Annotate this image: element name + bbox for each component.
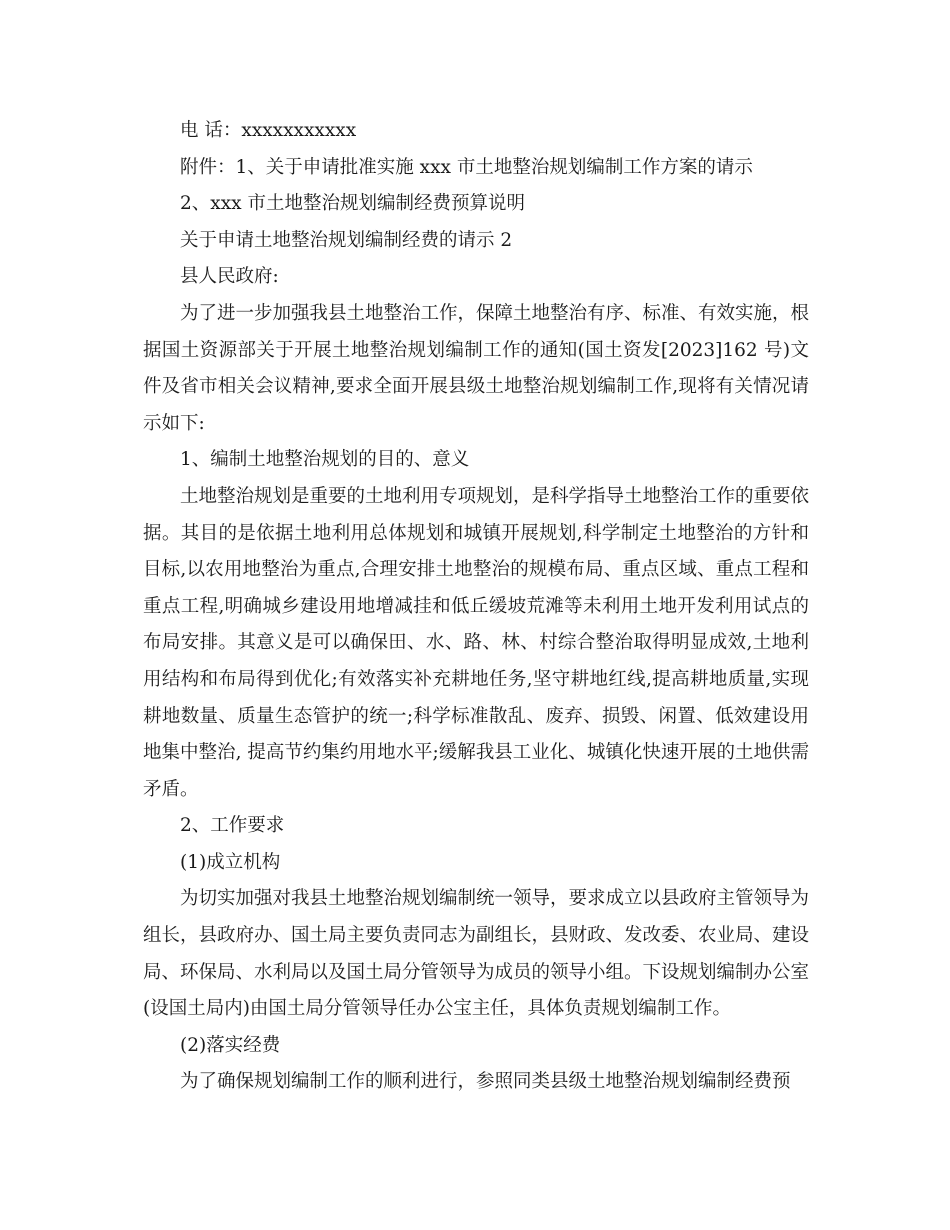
subsection-1-paragraph: 为切实加强对我县土地整治规划编制统一领导，要求成立以县政府主管领导为组长，县政府办、国土局主要负责同志为副组长，县财政、发改委、农业局、建设局、环保局、水利局以及国土局分管领导为成员的领导小组。下设规划编制办公室(设国土局内)由国土局分管领导任办公宝主任，具体负责规划编制工作。 <box>143 888 810 1020</box>
attachment-line-1: 附件：1、关于申请批准实施 xxx 市土地整治规划编制工作方案的请示 <box>180 156 753 178</box>
addressee: 县人民政府: <box>180 266 279 288</box>
attachment-line-2: 2、xxx 市土地整治规划编制经费预算说明 <box>180 193 525 215</box>
document-title: 关于申请土地整治规划编制经费的请示 2 <box>180 229 513 251</box>
subsection-2-heading: (2)落实经费 <box>180 1034 281 1056</box>
document-body <box>143 113 809 1101</box>
subsection-1-heading: (1)成立机构 <box>180 851 281 873</box>
phone-line: 电 话：xxxxxxxxxxx <box>180 120 357 141</box>
section-2-heading: 2、工作要求 <box>180 815 285 837</box>
section-1-paragraph: 土地整治规划是重要的土地利用专项规划，是科学指导土地整治工作的重要依据。其目的是依据土地利用总体规划和城镇开展规划,科学制定土地整治的方针和目标,以农用地整治为重点,合理安排土地整治的规模布局、重点区域、重点工程和重点工程,明确城乡建设用地增减挂和低丘缓坡荒滩等未利用土地开发利用试点的布局安排。其意义是可以确保田、水、路、林、村综合整治取得明显成效,土地利用结构和布局得到优化;有效落实补充耕地任务,坚守耕地红线,提高耕地质量,实现耕地数量、质量生态管护的统一;科学标准散乱、废弃、损毁、闲置、低效建设用地集中整治, 提高节约集约用地水平;缓解我县工业化、城镇化快速开展的土地供需矛盾。 <box>143 485 810 800</box>
intro-paragraph: 为了进一步加强我县土地整治工作，保障土地整治有序、标准、有效实施，根据国土资源部关于开展土地整治规划编制工作的通知(国土资发[2023]162 号)文件及省市相关会议精神,要求全面开展县级土地整治规划编制工作,现将有关情况请示如下: <box>143 302 810 434</box>
section-1-heading: 1、编制土地整治规划的目的、意义 <box>180 449 470 471</box>
subsection-2-paragraph: 为了确保规划编制工作的顺利进行，参照同类县级土地整治规划编制经费预 <box>180 1071 791 1093</box>
